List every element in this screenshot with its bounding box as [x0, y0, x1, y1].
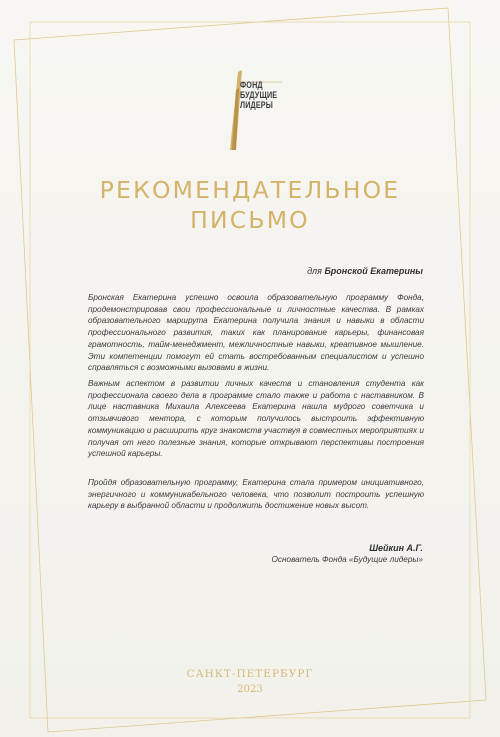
paragraph-2: Важным аспектом в развитии личных качеств и становления студента как профессионала своего дела в программе стало также и работа с наставником. В лице наставника Михаила Алексеева Екатерина нашла мудрого советчика и отзывчивого ментора, с которым получилось выстроить эффективную коммуникацию и расширить круг знакомств участвуя в совместных мероприятиях и получая от него полезные знания, которые открывают перспективы построения успешной карьеры. [88, 379, 424, 459]
footer-year: 2023 [237, 684, 263, 695]
logo-line-1: ФОНД [240, 80, 263, 90]
paragraph-3: Пройдя образовательную программу, Екатерина стала примером инициативного, энергичного и коммуникабельного человека, что позволит построить успешную карьеру в выбранной области и продолжить достижение новых высот. [88, 478, 424, 511]
paragraph-1: Бронская Екатерина успешно освоила образовательную программу Фонда, продемонстрировав свои профессиональные и личностные качества. В рамках образовательного маршрута Екатерина получила знания и навыки в области профессионального развития, таких как планирование карьеры, финансовая грамотность, тайм-менеджмент, межличностные навыки, креативное мышление. Эти компетенции помогут ей стать востребованным специалистом и успешно справляться с возможными вызовами в жизни. [88, 293, 424, 373]
addressee-prefix: для [307, 266, 322, 276]
footer-city: САНКТ-ПЕТЕРБУРГ [186, 668, 314, 680]
addressee [307, 266, 423, 276]
signature-name: Шейкин А.Г. [369, 543, 423, 553]
logo-line-2: БУДУЩИЕ [240, 90, 278, 100]
fund-logo [228, 62, 284, 152]
signature-role: Основатель Фонда «Будущие лидеры» [271, 555, 423, 564]
title-line-1: РЕКОМЕНДАТЕЛЬНОЕ [99, 176, 401, 204]
title-line-2: ПИСЬМО [190, 206, 310, 234]
addressee-name: Бронской Екатерины [324, 266, 423, 276]
logo-line-3: ЛИДЕРЫ [240, 100, 273, 110]
